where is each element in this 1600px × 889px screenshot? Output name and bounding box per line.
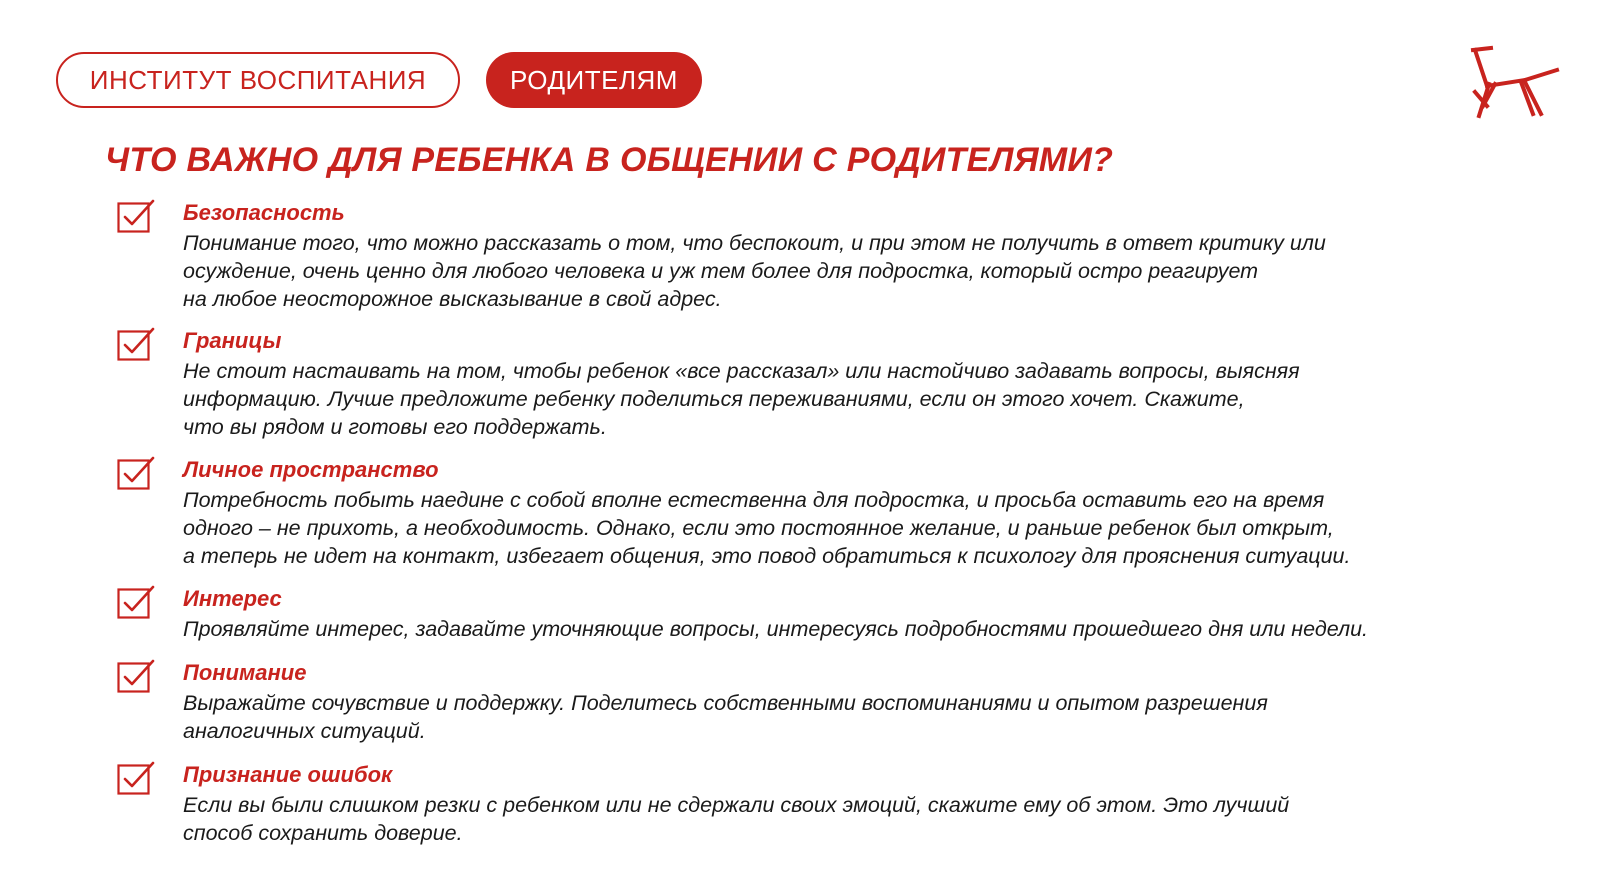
checkbox-checked-icon <box>117 456 157 492</box>
section-badge-label: РОДИТЕЛЯМ <box>510 64 678 95</box>
item-text: Если вы были слишком резки с ребенком или не сдержали своих эмоций, скажите ему об этом. Это лучший способ сохранить доверие. <box>183 793 1290 845</box>
item-heading: Границы <box>183 328 282 353</box>
item-heading: Понимание <box>183 660 307 685</box>
item-text: Не стоит настаивать на том, чтобы ребенок «все рассказал» или настойчиво задавать вопросы, выясняя информацию. Лучше предложите ребенку поделиться переживаниями, если он этого хочет. Скажите, что вы рядом и готовы его поддержать. <box>183 359 1300 439</box>
section-badge <box>486 52 702 108</box>
item-text: Выражайте сочувствие и поддержку. Поделитесь собственными воспоминаниями и опытом разрешения аналогичных ситуаций. <box>183 691 1268 743</box>
item-heading: Безопасность <box>183 200 345 225</box>
item-text: Потребность побыть наедине с собой вполне естественна для подростка, и просьба оставить его на время одного – не прихоть, а необходимость. Однако, если это постоянное желание, и раньше ребенок был открыт, а теперь не идет на контакт, избегает общения, это повод обратиться к психологу для прояснения ситуации. <box>183 488 1351 568</box>
institute-badge <box>56 52 460 108</box>
item-text: Понимание того, что можно рассказать о том, что беспокоит, и при этом не получить в ответ критику или осуждение, очень ценно для любого человека и уж тем более для подростка, который остро реагирует на любое неосторожное высказывание в свой адрес. <box>183 231 1326 311</box>
checkbox-checked-icon <box>117 199 157 235</box>
item-text: Проявляйте интерес, задавайте уточняющие вопросы, интересуясь подробностями прошедшего дня или недели. <box>183 617 1369 641</box>
checkbox-checked-icon <box>117 585 157 621</box>
checkbox-checked-icon <box>117 659 157 695</box>
item-heading: Личное пространство <box>183 457 439 482</box>
item-heading: Интерес <box>183 586 282 611</box>
item-heading: Признание ошибок <box>183 762 393 787</box>
checkbox-checked-icon <box>117 327 157 363</box>
page-title: ЧТО ВАЖНО ДЛЯ РЕБЕНКА В ОБЩЕНИИ С РОДИТЕЛЯМИ? <box>105 141 1114 179</box>
checkbox-checked-icon <box>117 761 157 797</box>
institute-logo-icon <box>1465 40 1565 130</box>
institute-badge-label: ИНСТИТУТ ВОСПИТАНИЯ <box>89 64 427 95</box>
